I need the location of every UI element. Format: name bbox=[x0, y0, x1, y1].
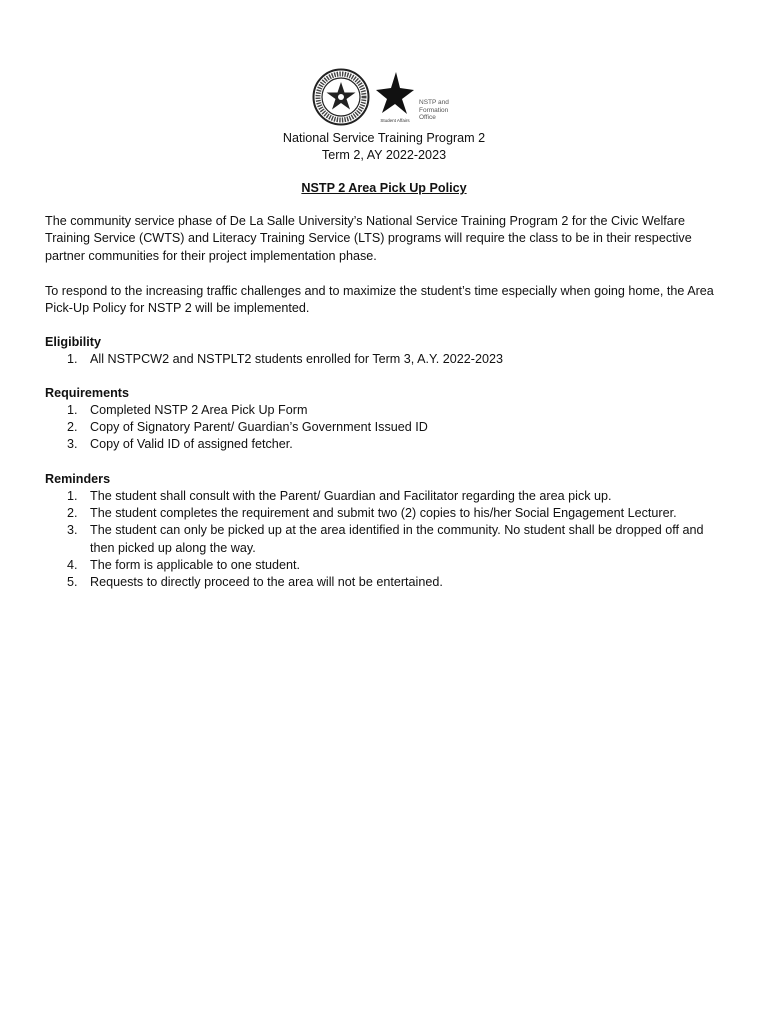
list-item-text: The form is applicable to one student. bbox=[90, 557, 301, 572]
list-item-text: The student can only be picked up at the area identified in the community. No student shall be dropped off and then picked up along the way. bbox=[90, 523, 704, 555]
list-number: 1. bbox=[67, 489, 78, 503]
office-line: Office bbox=[419, 114, 436, 121]
requirements-heading: Requirements bbox=[45, 386, 129, 400]
list-item-text: Copy of Signatory Parent/ Guardian’s Government Issued ID bbox=[90, 420, 428, 435]
list-number: 2. bbox=[67, 420, 78, 435]
list-number: 2. bbox=[67, 506, 78, 521]
reminders-list bbox=[45, 488, 725, 591]
list-number: 1. bbox=[67, 352, 78, 366]
list-item-text: All NSTPCW2 and NSTPLT2 students enrolled for Term 3, A.Y. 2022-2023 bbox=[90, 352, 504, 366]
list-item bbox=[45, 488, 725, 505]
list-number: 3. bbox=[67, 523, 78, 538]
office-line: NSTP and bbox=[419, 99, 449, 106]
list-item bbox=[45, 402, 725, 419]
list-item bbox=[45, 505, 725, 522]
list-number: 4. bbox=[67, 557, 78, 572]
list-item bbox=[45, 574, 725, 591]
requirements-list bbox=[45, 402, 725, 454]
list-number: 3. bbox=[67, 437, 78, 452]
list-item bbox=[45, 522, 725, 556]
list-item-text: The student completes the requirement and submit two (2) copies to his/her Social Engagement Lecturer. bbox=[90, 506, 677, 521]
header-logos bbox=[312, 66, 462, 126]
list-item-text: Copy of Valid ID of assigned fetcher. bbox=[90, 437, 293, 452]
policy-title: NSTP 2 Area Pick Up Policy bbox=[301, 181, 467, 195]
program-name: National Service Training Program 2 bbox=[282, 131, 486, 145]
eligibility-list bbox=[45, 351, 725, 368]
list-number: 5. bbox=[67, 575, 78, 590]
document-header bbox=[0, 130, 768, 164]
list-item-text: Requests to directly proceed to the area will not be entertained. bbox=[90, 575, 443, 590]
list-item bbox=[45, 419, 725, 436]
list-item-text: The student shall consult with the Parent/ Guardian and Facilitator regarding the area pick up. bbox=[90, 489, 612, 503]
eligibility-heading: Eligibility bbox=[45, 335, 101, 349]
purpose-paragraph: To respond to the increasing traffic challenges and to maximize the student’s time especially when going home, the Area Pick-Up Policy for NSTP 2 will be implemented. bbox=[45, 284, 714, 316]
office-name bbox=[419, 99, 449, 122]
list-item bbox=[45, 557, 725, 574]
office-line: Formation bbox=[419, 106, 449, 114]
university-seal-icon bbox=[312, 68, 370, 126]
list-item bbox=[45, 351, 725, 368]
intro-paragraph: The community service phase of De La Salle University’s National Service Training Program 2 for the Civic Welfare Training Service (CWTS) and Literacy Training Service (LTS) programs will require the class to be in their respective partner communities for their project implementation phase. bbox=[45, 214, 692, 263]
student-affairs-star-icon bbox=[374, 70, 416, 124]
list-number: 1. bbox=[67, 403, 78, 417]
list-item bbox=[45, 436, 725, 453]
student-affairs-label: Student Affairs bbox=[380, 118, 410, 123]
reminders-heading: Reminders bbox=[45, 472, 111, 486]
list-item-text: Completed NSTP 2 Area Pick Up Form bbox=[90, 403, 308, 417]
term-label: Term 2, AY 2022-2023 bbox=[321, 148, 447, 162]
